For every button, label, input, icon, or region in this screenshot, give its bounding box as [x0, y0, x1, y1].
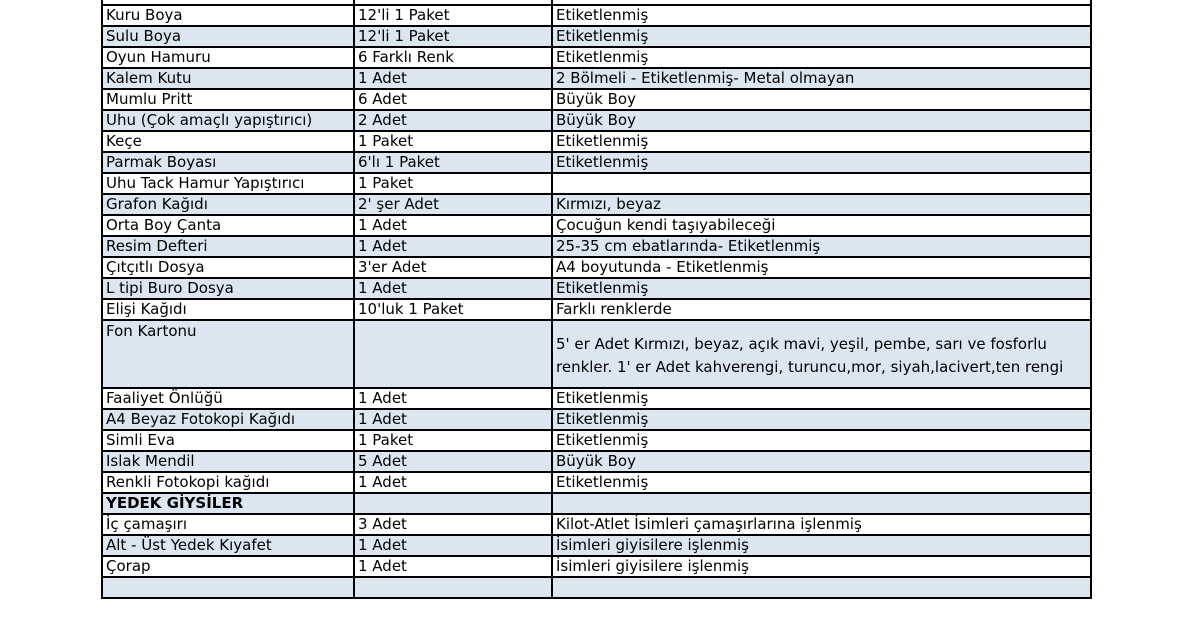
note-cell: Çocuğun kendi taşıyabileceği	[552, 215, 1091, 236]
table-row	[102, 131, 1091, 152]
quantity-cell: 1 Paket	[354, 173, 552, 194]
item-cell: Sulu Boya	[102, 26, 354, 47]
table-row	[102, 556, 1091, 577]
quantity-cell: 3'er Adet	[354, 257, 552, 278]
quantity-cell: 2' şer Adet	[354, 194, 552, 215]
note-cell: Etiketlenmiş	[552, 5, 1091, 26]
table-row	[102, 194, 1091, 215]
quantity-cell: 1 Adet	[354, 535, 552, 556]
note-cell: Etiketlenmiş	[552, 388, 1091, 409]
item-cell: Resim Defteri	[102, 236, 354, 257]
note-cell: Farklı renklerde	[552, 299, 1091, 320]
quantity-cell: 1 Adet	[354, 278, 552, 299]
item-cell: Oyun Hamuru	[102, 47, 354, 68]
quantity-cell	[354, 577, 552, 598]
table-row	[102, 5, 1091, 26]
table-row	[102, 409, 1091, 430]
item-cell: Grafon Kağıdı	[102, 194, 354, 215]
quantity-cell: 1 Paket	[354, 430, 552, 451]
table-row	[102, 89, 1091, 110]
table-row	[102, 26, 1091, 47]
note-cell: A4 boyutunda - Etiketlenmiş	[552, 257, 1091, 278]
note-cell: 5' er Adet Kırmızı, beyaz, açık mavi, yeşil, pembe, sarı ve fosforlu renkler. 1' er Adet kahverengi, turuncu,mor, siyah,lacivert,ten rengi	[552, 320, 1091, 388]
quantity-cell: 1 Adet	[354, 556, 552, 577]
note-cell: Büyük Boy	[552, 89, 1091, 110]
note-cell: İsimleri giyisilere işlenmiş	[552, 556, 1091, 577]
table-row	[102, 215, 1091, 236]
note-cell: Etiketlenmiş	[552, 278, 1091, 299]
table-row	[102, 110, 1091, 131]
quantity-cell: 6 Farklı Renk	[354, 47, 552, 68]
quantity-cell	[354, 493, 552, 514]
table-row	[102, 472, 1091, 493]
note-cell	[552, 173, 1091, 194]
note-cell: 25-35 cm ebatlarında- Etiketlenmiş	[552, 236, 1091, 257]
supply-list-sheet	[101, 0, 1090, 599]
table-row	[102, 514, 1091, 535]
table-row	[102, 173, 1091, 194]
item-cell: Kuru Boya	[102, 5, 354, 26]
item-cell: A4 Beyaz Fotokopi Kağıdı	[102, 409, 354, 430]
note-cell	[552, 577, 1091, 598]
item-cell: Parmak Boyası	[102, 152, 354, 173]
item-cell: Mumlu Pritt	[102, 89, 354, 110]
item-cell: Islak Mendil	[102, 451, 354, 472]
table-row	[102, 577, 1091, 598]
quantity-cell: 1 Adet	[354, 388, 552, 409]
quantity-cell: 3 Adet	[354, 514, 552, 535]
note-cell: İsimleri giyisilere işlenmiş	[552, 535, 1091, 556]
item-cell: İç çamaşırı	[102, 514, 354, 535]
note-cell: Kilot-Atlet İsimleri çamaşırlarına işlenmiş	[552, 514, 1091, 535]
item-cell	[102, 577, 354, 598]
table-row	[102, 299, 1091, 320]
table-row	[102, 320, 1091, 388]
note-cell	[552, 493, 1091, 514]
item-cell: Simli Eva	[102, 430, 354, 451]
note-cell: Etiketlenmiş	[552, 409, 1091, 430]
item-cell: Uhu Tack Hamur Yapıştırıcı	[102, 173, 354, 194]
note-cell: Etiketlenmiş	[552, 472, 1091, 493]
quantity-cell: 12'li 1 Paket	[354, 26, 552, 47]
note-cell: 2 Bölmeli - Etiketlenmiş- Metal olmayan	[552, 68, 1091, 89]
table-row	[102, 68, 1091, 89]
quantity-cell: 1 Adet	[354, 409, 552, 430]
table-row	[102, 152, 1091, 173]
item-cell: Faaliyet Önlüğü	[102, 388, 354, 409]
quantity-cell: 2 Adet	[354, 110, 552, 131]
quantity-cell: 1 Adet	[354, 68, 552, 89]
table-row	[102, 535, 1091, 556]
table-row	[102, 451, 1091, 472]
item-cell: Uhu (Çok amaçlı yapıştırıcı)	[102, 110, 354, 131]
note-cell: Büyük Boy	[552, 110, 1091, 131]
table-row	[102, 493, 1091, 514]
item-cell: Orta Boy Çanta	[102, 215, 354, 236]
note-cell: Etiketlenmiş	[552, 430, 1091, 451]
table-row	[102, 388, 1091, 409]
item-cell: Keçe	[102, 131, 354, 152]
supply-table	[101, 0, 1092, 599]
quantity-cell: 12'li 1 Paket	[354, 5, 552, 26]
item-cell: Çorap	[102, 556, 354, 577]
note-cell: Etiketlenmiş	[552, 26, 1091, 47]
note-cell: Büyük Boy	[552, 451, 1091, 472]
note-cell: Kırmızı, beyaz	[552, 194, 1091, 215]
table-row	[102, 47, 1091, 68]
note-cell: Etiketlenmiş	[552, 47, 1091, 68]
table-row	[102, 236, 1091, 257]
item-cell: Çıtçıtlı Dosya	[102, 257, 354, 278]
table-row	[102, 278, 1091, 299]
quantity-cell: 1 Adet	[354, 215, 552, 236]
item-cell: Renkli Fotokopi kağıdı	[102, 472, 354, 493]
quantity-cell: 1 Adet	[354, 472, 552, 493]
quantity-cell: 10'luk 1 Paket	[354, 299, 552, 320]
note-cell: Etiketlenmiş	[552, 152, 1091, 173]
item-cell: Alt - Üst Yedek Kıyafet	[102, 535, 354, 556]
quantity-cell	[354, 320, 552, 388]
quantity-cell: 6'lı 1 Paket	[354, 152, 552, 173]
table-row	[102, 430, 1091, 451]
item-cell: Kalem Kutu	[102, 68, 354, 89]
quantity-cell: 1 Adet	[354, 236, 552, 257]
supply-table-body	[102, 0, 1091, 598]
note-cell: Etiketlenmiş	[552, 131, 1091, 152]
quantity-cell: 6 Adet	[354, 89, 552, 110]
item-cell: YEDEK GİYSİLER	[102, 493, 354, 514]
quantity-cell: 1 Paket	[354, 131, 552, 152]
quantity-cell: 5 Adet	[354, 451, 552, 472]
item-cell: L tipi Buro Dosya	[102, 278, 354, 299]
table-row	[102, 257, 1091, 278]
item-cell: Fon Kartonu	[102, 320, 354, 388]
item-cell: Elişi Kağıdı	[102, 299, 354, 320]
